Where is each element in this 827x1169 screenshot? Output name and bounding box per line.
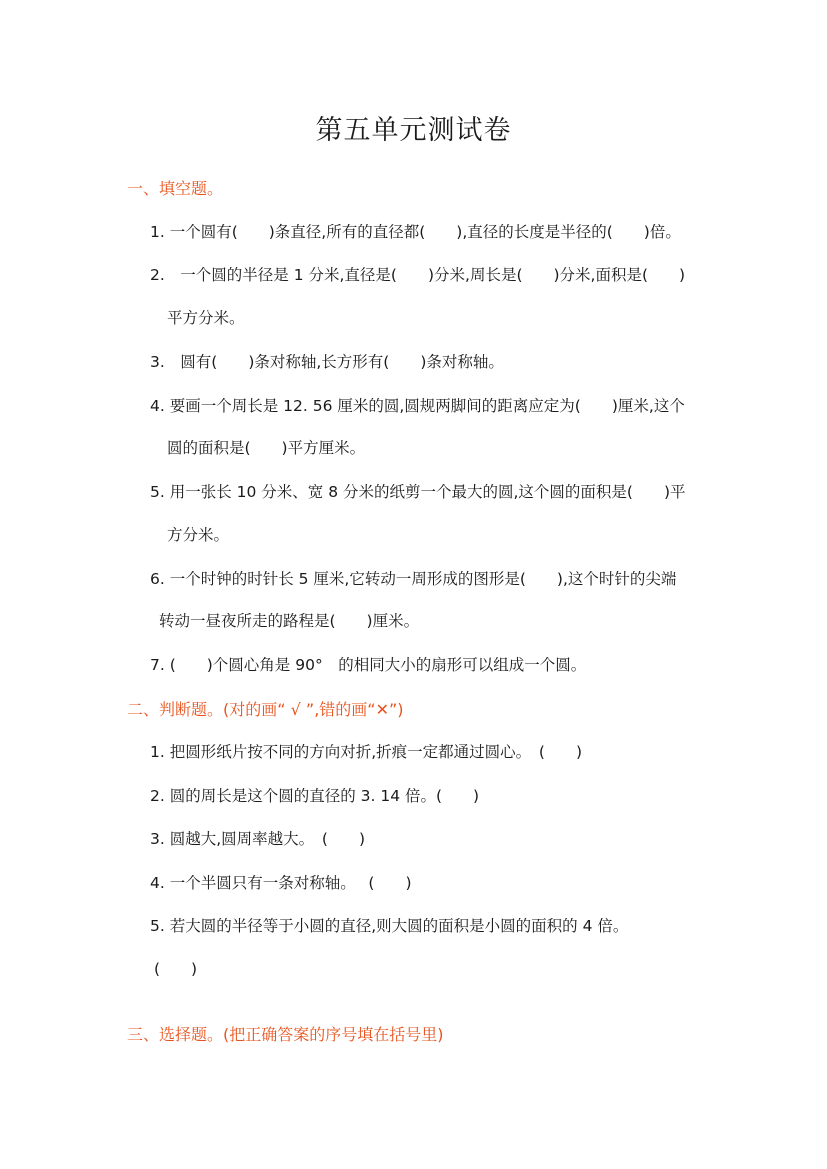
question-fill-4: 4. 要画一个周长是 12. 56 厘米的圆,圆规两脚间的距离应定为( )厘米,这个 bbox=[150, 397, 685, 415]
question-fill-2-cont: 平方分米。 bbox=[167, 309, 245, 327]
question-fill-6: 6. 一个时钟的时针长 5 厘米,它转动一周形成的图形是( ),这个时针的尖端 bbox=[150, 570, 677, 588]
question-judge-3: 3. 圆越大,圆周率越大。 ( ) bbox=[150, 830, 365, 848]
question-judge-5: 5. 若大圆的半径等于小圆的直径,则大圆的面积是小圆的面积的 4 倍。 bbox=[150, 917, 629, 935]
question-fill-5-cont: 方分米。 bbox=[167, 526, 230, 544]
question-fill-3: 3. 圆有( )条对称轴,长方形有( )条对称轴。 bbox=[150, 353, 504, 371]
section-heading-true-false: 二、判断题。(对的画“ √ ”,错的画“✕”) bbox=[127, 700, 404, 719]
question-fill-7: 7. ( )个圆心角是 90° 的相同大小的扇形可以组成一个圆。 bbox=[150, 656, 587, 674]
question-fill-1: 1. 一个圆有( )条直径,所有的直径都( ),直径的长度是半径的( )倍。 bbox=[150, 223, 681, 241]
section-heading-choice: 三、选择题。(把正确答案的序号填在括号里) bbox=[127, 1025, 444, 1044]
question-judge-2: 2. 圆的周长是这个圆的直径的 3. 14 倍。( ) bbox=[150, 787, 480, 805]
section-heading-fill-blank: 一、填空题。 bbox=[127, 179, 224, 198]
question-fill-5: 5. 用一张长 10 分米、宽 8 分米的纸剪一个最大的圆,这个圆的面积是( )平 bbox=[150, 483, 686, 501]
question-fill-4-cont: 圆的面积是( )平方厘米。 bbox=[167, 439, 366, 457]
page-title: 第五单元测试卷 bbox=[315, 115, 512, 146]
question-fill-2: 2. 一个圆的半径是 1 分米,直径是( )分米,周长是( )分米,面积是( ) bbox=[150, 266, 686, 284]
question-fill-6-cont: 转动一昼夜所走的路程是( )厘米。 bbox=[159, 612, 420, 630]
question-judge-5-cont: ( ) bbox=[154, 960, 198, 978]
question-judge-1: 1. 把圆形纸片按不同的方向对折,折痕一定都通过圆心。 ( ) bbox=[150, 743, 582, 761]
question-judge-4: 4. 一个半圆只有一条对称轴。 ( ) bbox=[150, 874, 412, 892]
